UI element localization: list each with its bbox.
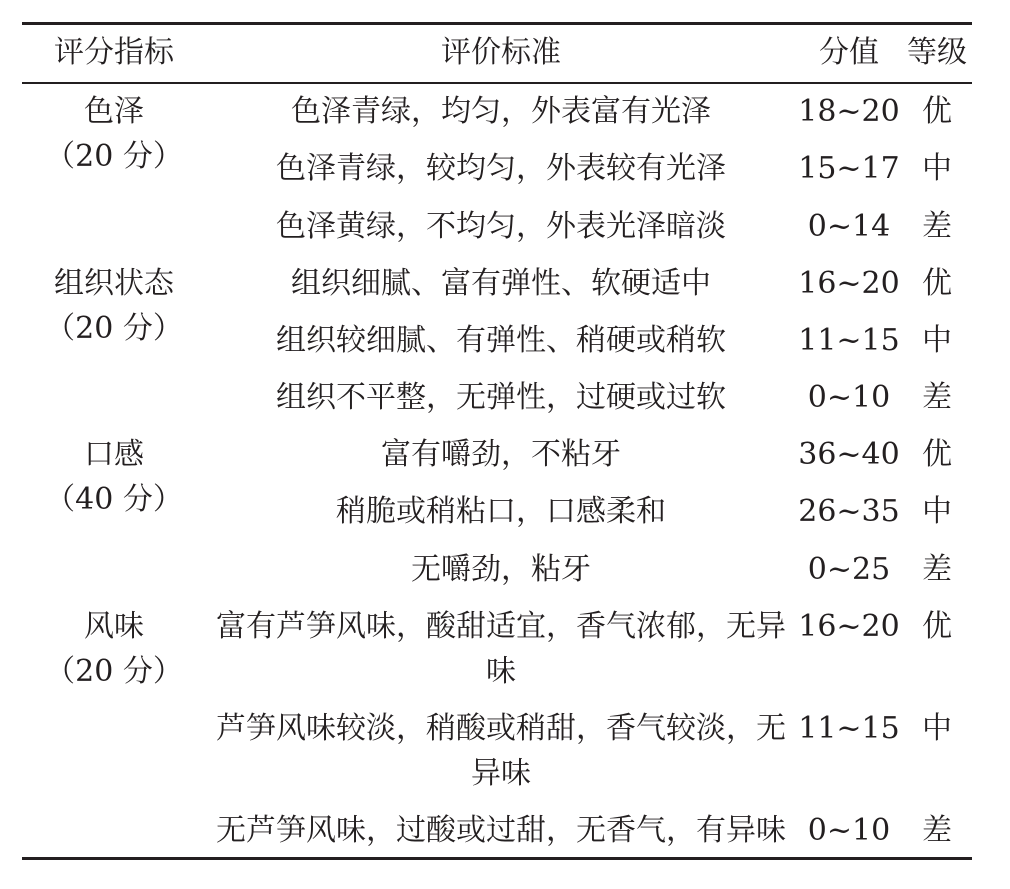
criteria-cell: 组织较细腻、有弹性、稍硬或稍软 — [276, 323, 726, 358]
criteria-cell: 色泽黄绿，不均匀，外表光泽暗淡 — [276, 209, 726, 244]
score-cell: 11~15 — [798, 323, 900, 358]
indicator-name: 组织状态 — [54, 266, 174, 301]
header-rule — [22, 82, 972, 84]
header-indicator: 评分指标 — [54, 35, 174, 70]
bottom-rule — [22, 857, 972, 860]
indicator-name: 色泽 — [84, 94, 144, 129]
criteria-cell: 组织细腻、富有弹性、软硬适中 — [291, 266, 711, 301]
score-cell: 0~10 — [807, 380, 891, 415]
grade-cell: 优 — [922, 94, 952, 129]
criteria-cell: 富有嚼劲，不粘牙 — [381, 437, 621, 472]
score-cell: 18~20 — [798, 94, 900, 129]
grade-cell: 差 — [922, 209, 952, 244]
score-cell: 26~35 — [798, 494, 900, 529]
score-cell: 0~10 — [807, 813, 891, 848]
top-rule — [22, 22, 972, 25]
grade-cell: 差 — [922, 813, 952, 848]
grade-cell: 差 — [922, 380, 952, 415]
score-cell: 0~25 — [807, 552, 891, 587]
score-cell: 11~15 — [798, 711, 900, 746]
criteria-cell: 无嚼劲，粘牙 — [411, 552, 591, 587]
grade-cell: 中 — [922, 494, 952, 529]
grade-cell: 优 — [922, 266, 952, 301]
criteria-cell: 稍脆或稍粘口，口感柔和 — [336, 494, 666, 529]
score-cell: 16~20 — [798, 266, 900, 301]
indicator-name: 口感 — [84, 437, 144, 472]
indicator-points: （40 分） — [45, 482, 183, 517]
score-cell: 0~14 — [807, 209, 891, 244]
indicator-points: （20 分） — [45, 311, 183, 346]
criteria-cell: 富有芦笋风味，酸甜适宜，香气浓郁，无异味 — [216, 609, 786, 689]
header-score: 分值 — [819, 35, 879, 70]
score-cell: 15~17 — [798, 151, 900, 186]
grade-cell: 中 — [922, 151, 952, 186]
criteria-cell: 组织不平整，无弹性，过硬或过软 — [276, 380, 726, 415]
score-cell: 36~40 — [798, 437, 900, 472]
criteria-cell: 无芦笋风味，过酸或过甜，无香气，有异味 — [216, 813, 786, 848]
score-cell: 16~20 — [798, 609, 900, 644]
indicator-points: （20 分） — [45, 139, 183, 174]
criteria-cell: 芦笋风味较淡，稍酸或稍甜，香气较淡，无异味 — [216, 711, 786, 791]
indicator-name: 风味 — [84, 609, 144, 644]
criteria-cell: 色泽青绿，较均匀，外表较有光泽 — [276, 151, 726, 186]
header-grade: 等级 — [907, 35, 967, 70]
grade-cell: 优 — [922, 437, 952, 472]
indicator-points: （20 分） — [45, 654, 183, 689]
grade-cell: 中 — [922, 711, 952, 746]
header-criteria: 评价标准 — [441, 35, 561, 70]
grade-cell: 中 — [922, 323, 952, 358]
criteria-cell: 色泽青绿，均匀，外表富有光泽 — [291, 94, 711, 129]
grade-cell: 差 — [922, 552, 952, 587]
grade-cell: 优 — [922, 609, 952, 644]
